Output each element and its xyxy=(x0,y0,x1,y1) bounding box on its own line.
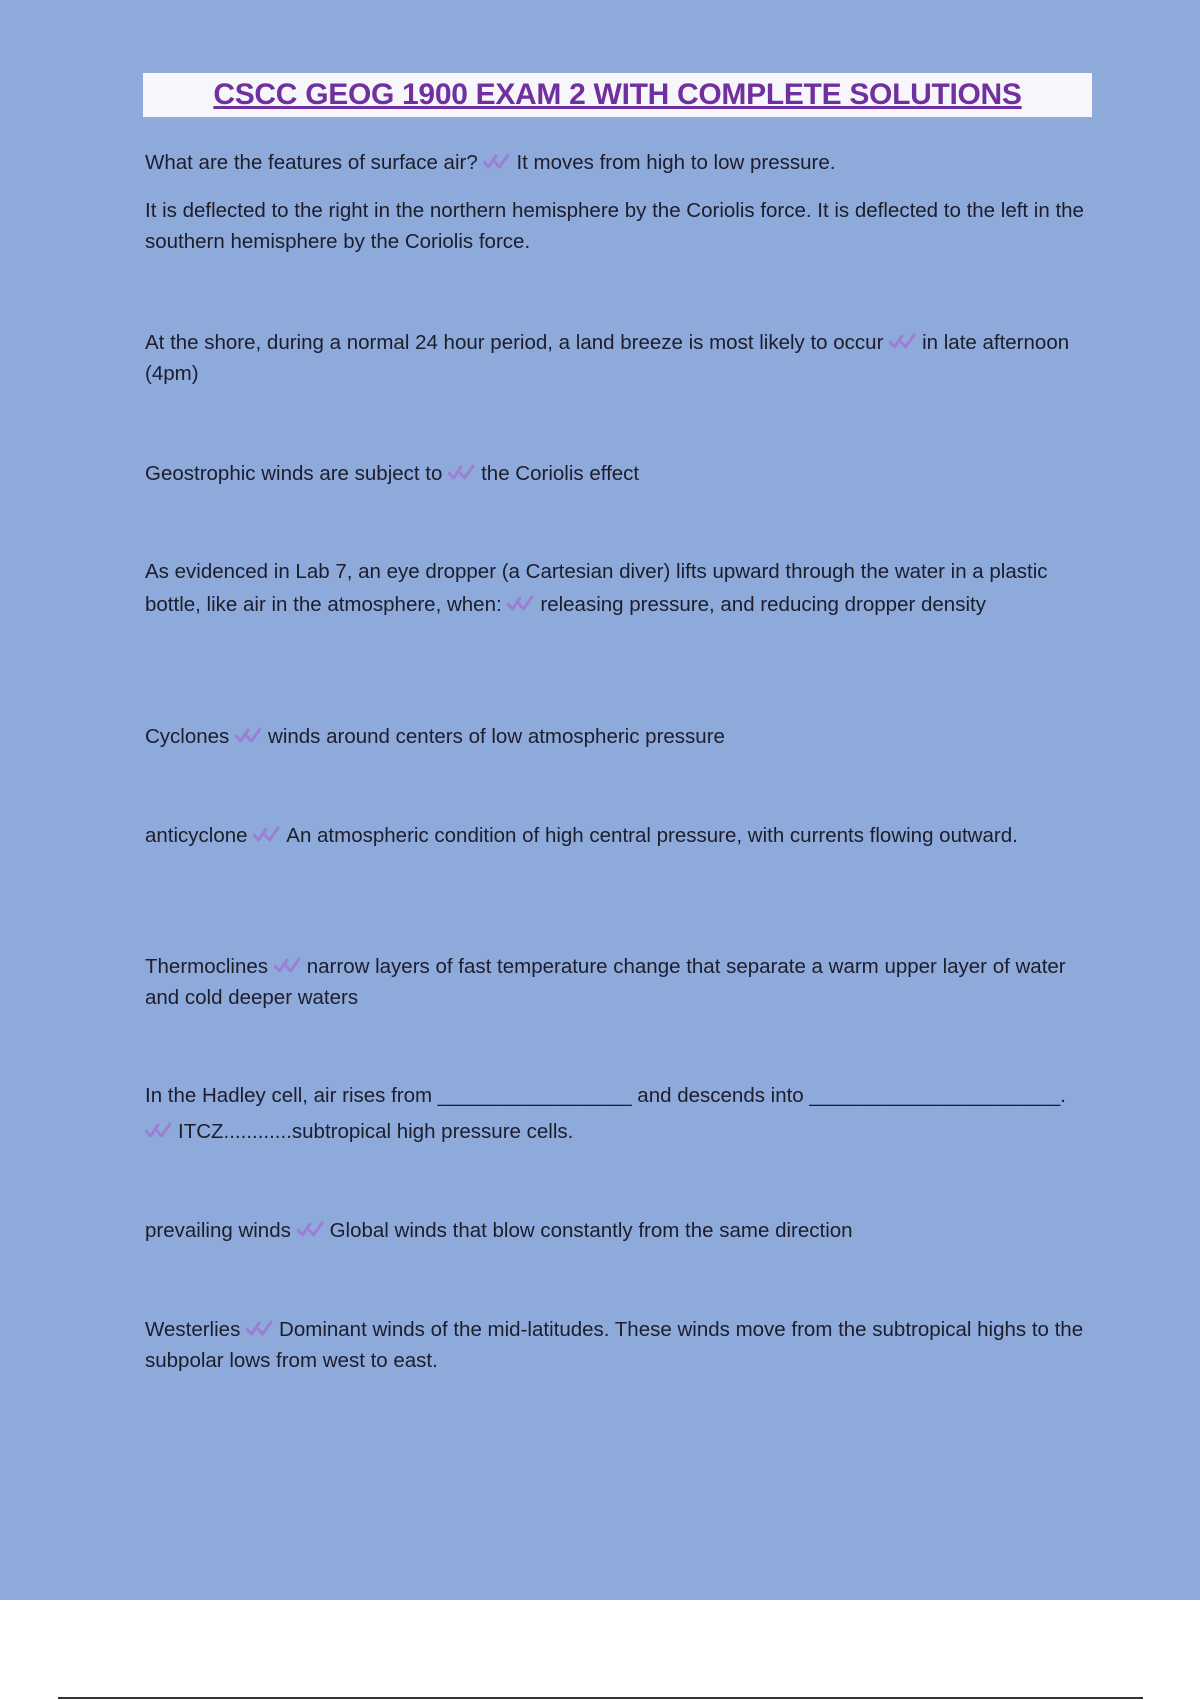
title-banner xyxy=(143,73,1092,117)
answer-text: releasing pressure, and reducing dropper density xyxy=(540,593,986,616)
double-check-icon xyxy=(274,956,301,976)
question-text: Thermoclines xyxy=(145,955,269,978)
qa-item-2 xyxy=(145,327,1090,389)
answer-text: winds around centers of low atmospheric pressure xyxy=(268,725,725,748)
answer-text: An atmospheric condition of high central pressure, with currents flowing outward. xyxy=(286,824,1018,847)
question-text: Cyclones xyxy=(145,725,230,748)
question-text: At the shore, during a normal 24 hour period, a land breeze is most likely to occur xyxy=(145,331,884,354)
question-text: What are the features of surface air? xyxy=(145,151,478,174)
answer-text: Dominant winds of the mid-latitudes. These winds move from the subtropical highs to the subpolar lows from west to east. xyxy=(145,1318,1084,1372)
question-text: anticyclone xyxy=(145,824,248,847)
double-check-icon xyxy=(235,726,262,746)
answer-text: ITCZ............subtropical high pressure cells. xyxy=(178,1120,574,1143)
answer-text: It moves from high to low pressure. xyxy=(516,151,836,174)
footer-divider xyxy=(58,1697,1143,1699)
answer-text: narrow layers of fast temperature change that separate a warm upper layer of water and cold deeper waters xyxy=(145,955,1066,1009)
qa-item-4 xyxy=(145,555,1090,621)
double-check-icon xyxy=(483,152,510,172)
qa-item-7 xyxy=(145,951,1090,1013)
question-text: prevailing winds xyxy=(145,1219,291,1242)
double-check-icon xyxy=(297,1220,324,1240)
question-text: Geostrophic winds are subject to xyxy=(145,462,443,485)
qa-item-1 xyxy=(145,147,1090,178)
question-text: Westerlies xyxy=(145,1318,241,1341)
double-check-icon xyxy=(145,1121,172,1141)
qa-item-10 xyxy=(145,1314,1090,1376)
answer-text: Global winds that blow constantly from the same direction xyxy=(329,1219,853,1242)
double-check-icon xyxy=(889,332,916,352)
double-check-icon xyxy=(253,825,280,845)
qa-item-5 xyxy=(145,721,1090,752)
qa-item-9 xyxy=(145,1215,1090,1246)
qa-item-8 xyxy=(145,1078,1090,1150)
qa-paragraph xyxy=(145,195,1090,257)
question-text: In the Hadley cell, air rises from _________________ and descends into ______________________. xyxy=(145,1084,1066,1107)
document-title: CSCC GEOG 1900 EXAM 2 WITH COMPLETE SOLUTIONS xyxy=(213,78,1022,111)
double-check-icon xyxy=(246,1319,273,1339)
answer-text: in late afternoon (4pm) xyxy=(145,331,1070,385)
double-check-icon xyxy=(507,594,534,614)
question-text: As evidenced in Lab 7, an eye dropper (a Cartesian diver) lifts upward through the water in a plastic bottle, like air in the atmosphere, when: xyxy=(145,560,1048,616)
double-check-icon xyxy=(448,463,475,483)
paragraph-text: It is deflected to the right in the northern hemisphere by the Coriolis force. It is deflected to the left in the southern hemisphere by the Coriolis force. xyxy=(145,199,1084,253)
answer-text: the Coriolis effect xyxy=(481,462,640,485)
qa-item-3 xyxy=(145,458,1090,489)
qa-item-6 xyxy=(145,820,1090,851)
